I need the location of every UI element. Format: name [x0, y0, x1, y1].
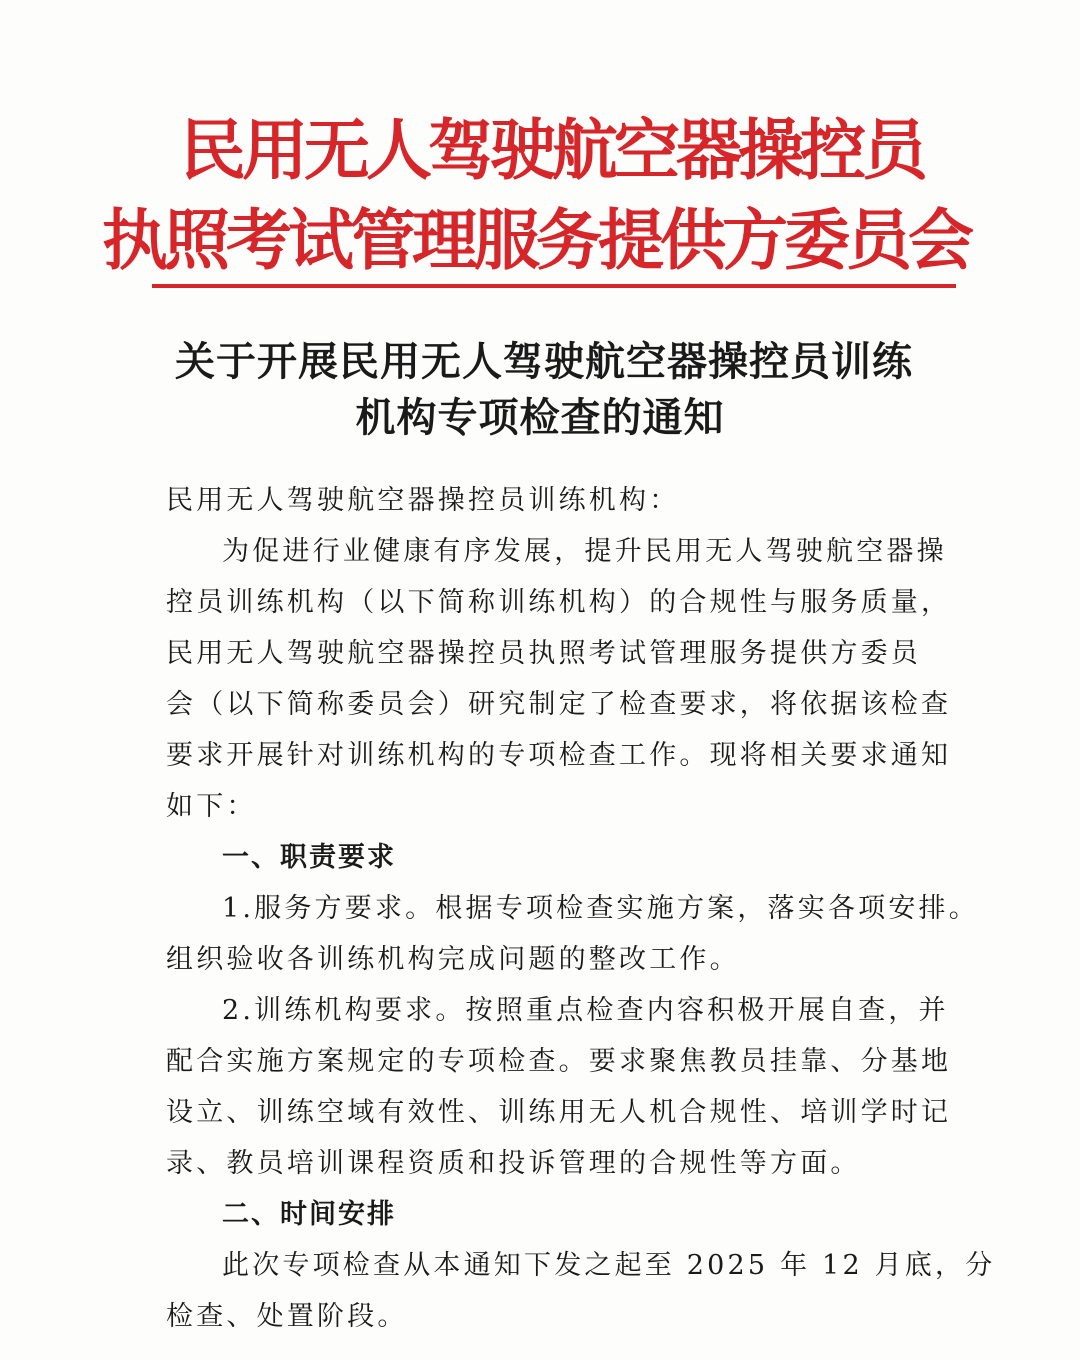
notice-title-line-1: 关于开展民用无人驾驶航空器操控员训练 [175, 338, 913, 385]
schedule-line: 此次专项检查从本通知下发之起至 2025 年 12 月底，分 [222, 1250, 996, 1281]
intro-paragraph-line: 会（以下简称委员会）研究制定了检查要求，将依据该检查 [166, 689, 952, 720]
intro-paragraph-line: 为促进行业健康有序发展，提升民用无人驾驶航空器操 [222, 536, 947, 567]
intro-paragraph-line: 民用无人驾驶航空器操控员执照考试管理服务提供方委员 [166, 638, 921, 669]
item-2-line: 2.训练机构要求。按照重点检查内容积极开展自查，并 [222, 995, 949, 1026]
schedule-line: 检查、处置阶段。 [166, 1301, 408, 1332]
intro-paragraph-line: 控员训练机构（以下简称训练机构）的合规性与服务质量， [166, 587, 952, 618]
issuer-name-line-2: 执照考试管理服务提供方委员会 [102, 201, 970, 279]
item-2-line: 配合实施方案规定的专项检查。要求聚焦教员挂靠、分基地 [166, 1046, 952, 1077]
notice-title-line-2: 机构专项检查的通知 [355, 394, 725, 441]
section-heading-duties: 一、职责要求 [222, 842, 396, 873]
intro-paragraph-line: 如下： [166, 791, 257, 822]
item-2-line: 录、教员培训课程资质和投诉管理的合规性等方面。 [166, 1148, 861, 1179]
item-1-line: 1.服务方要求。根据专项检查实施方案，落实各项安排。 [222, 893, 979, 924]
item-2-line: 设立、训练空域有效性、训练用无人机合规性、培训学时记 [166, 1097, 952, 1128]
item-1-line: 组织验收各训练机构完成问题的整改工作。 [166, 944, 740, 975]
salutation: 民用无人驾驶航空器操控员训练机构： [166, 485, 680, 516]
issuer-name-line-1: 民用无人驾驶航空器操控员 [180, 111, 924, 189]
red-header-rule [152, 284, 956, 288]
section-heading-schedule: 二、时间安排 [222, 1199, 396, 1230]
intro-paragraph-line: 要求开展针对训练机构的专项检查工作。现将相关要求通知 [166, 740, 952, 771]
